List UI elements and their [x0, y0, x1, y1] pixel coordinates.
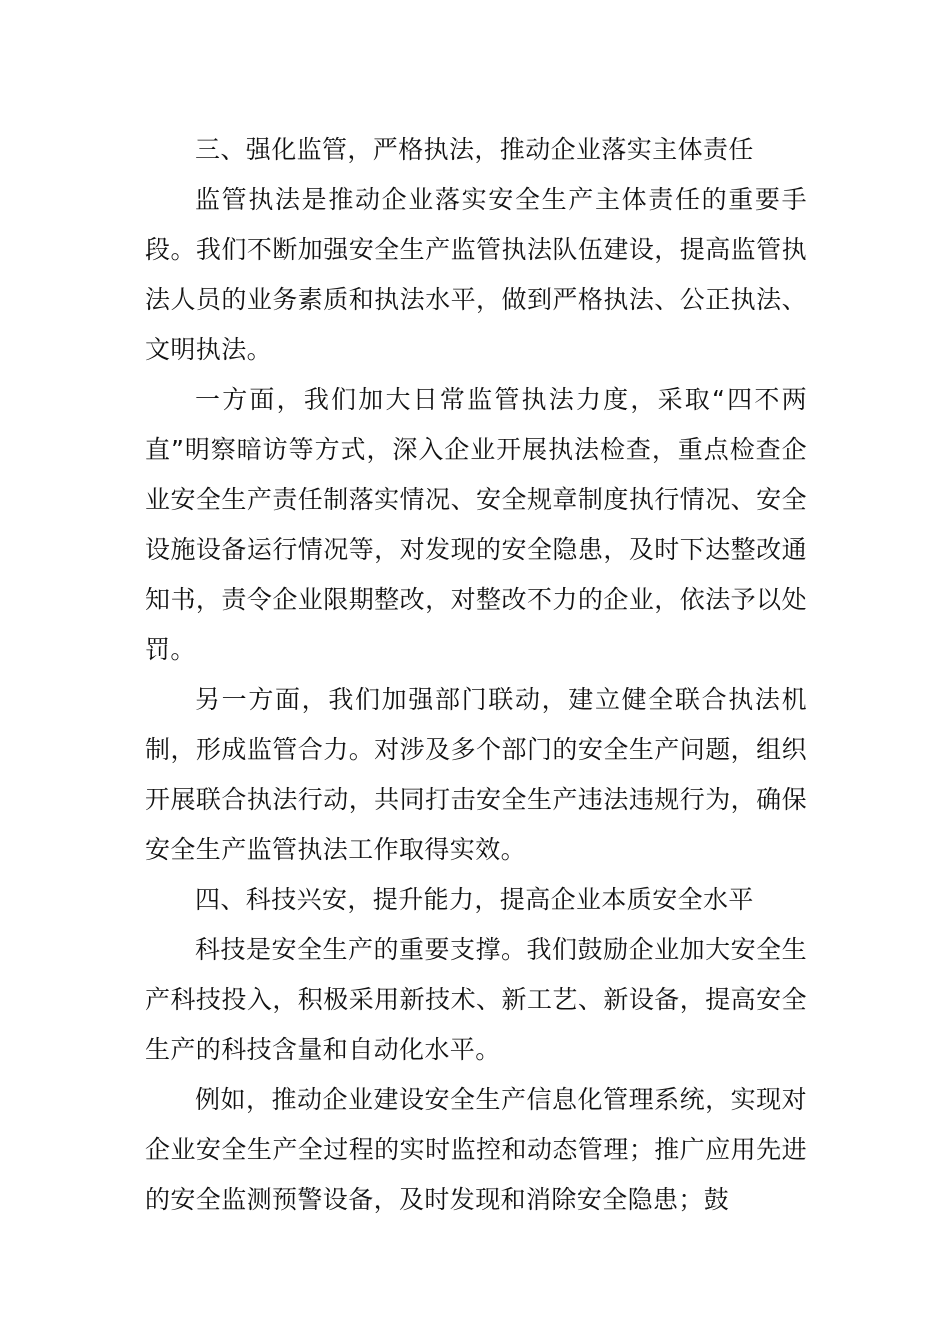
paragraph-enforcement-intro: 监管执法是推动企业落实安全生产主体责任的重要手段。我们不断加强安全生产监管执法队伍建设，提高监管执法人员的业务素质和执法水平，做到严格执法、公正执法、文明执法。 — [145, 185, 807, 364]
paragraph-joint-enforcement: 另一方面，我们加强部门联动，建立健全联合执法机制，形成监管合力。对涉及多个部门的安全生产问题，组织开展联合执法行动，共同打击安全生产违法违规行为，确保安全生产监管执法工作取得实效。 — [145, 685, 807, 864]
paragraph-technology-support: 科技是安全生产的重要支撑。我们鼓励企业加大安全生产科技投入，积极采用新技术、新工艺、新设备，提高安全生产的科技含量和自动化水平。 — [145, 935, 807, 1064]
document-body — [145, 125, 807, 1225]
section-heading-three: 三、强化监管，严格执法，推动企业落实主体责任 — [195, 135, 754, 164]
section-heading-four: 四、科技兴安，提升能力，提高企业本质安全水平 — [195, 885, 754, 914]
paragraph-example: 例如，推动企业建设安全生产信息化管理系统，实现对企业安全生产全过程的实时监控和动态管理；推广应用先进的安全监测预警设备，及时发现和消除安全隐患；鼓 — [145, 1085, 807, 1214]
paragraph-daily-enforcement: 一方面，我们加大日常监管执法力度，采取“四不两直”明察暗访等方式，深入企业开展执法检查，重点检查企业安全生产责任制落实情况、安全规章制度执行情况、安全设施设备运行情况等，对发现的安全隐患，及时下达整改通知书，责令企业限期整改，对整改不力的企业，依法予以处罚。 — [145, 385, 807, 664]
